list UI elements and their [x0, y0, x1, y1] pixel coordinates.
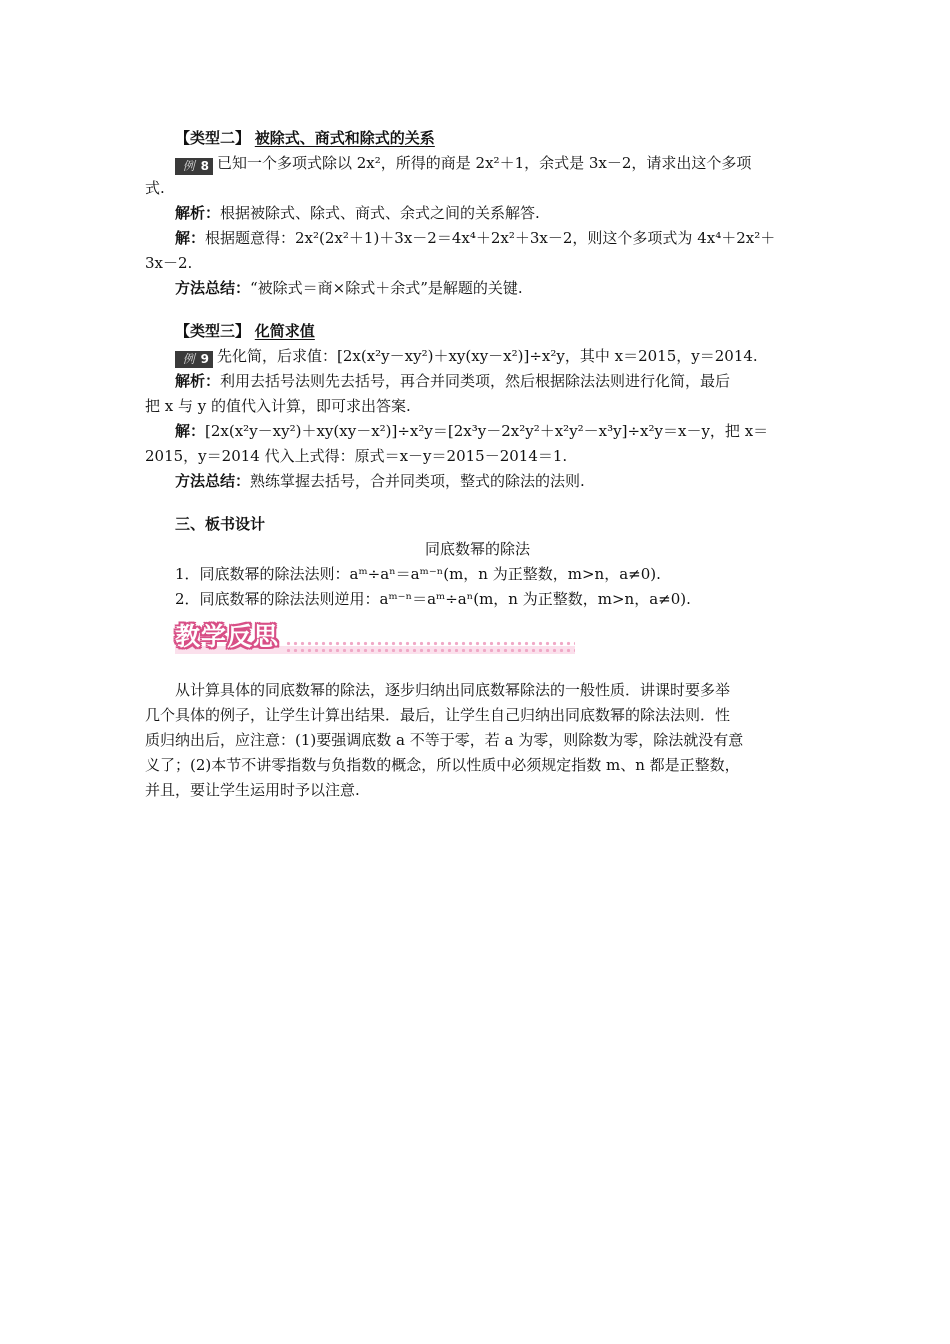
analysis-label: 解析：	[175, 372, 221, 390]
summary-label: 方法总结：	[175, 472, 251, 490]
reflection-line-5: 并且，要让学生运用时予以注意.	[145, 781, 360, 799]
type2-solution	[145, 226, 810, 251]
type3-heading	[145, 319, 810, 344]
reflection-line-3: 质归纳出后，应注意：(1)要强调底数 a 不等于零，若 a 为零，则除数为零，除法就没有意	[145, 731, 744, 749]
type3-analysis	[145, 369, 810, 394]
type3-question	[145, 344, 810, 369]
solution-label: 解：	[175, 422, 206, 440]
reflection-heading-banner	[175, 622, 595, 656]
solution-line1: [2x(x²y－xy²)＋xy(xy－x²)]÷x²y＝[2x³y－2x²y²＋x²y²－x³y]÷x²y＝x－y，把 x＝	[205, 422, 769, 440]
analysis-text: 根据被除式、除式、商式、余式之间的关系解答.	[220, 204, 540, 222]
type3-solution-line2: 2015，y＝2014 代入上式得：原式＝x－y＝2015－2014＝1.	[145, 447, 568, 465]
board-item-1: 1．同底数幂的除法法则：aᵐ÷aⁿ＝aᵐ⁻ⁿ(m，n 为正整数，m>n，a≠0).	[175, 565, 661, 583]
type2-question-line2: 式.	[145, 179, 165, 197]
reflection-heading: 教学反思	[175, 622, 280, 651]
type2-summary	[145, 276, 810, 301]
solution-label: 解：	[175, 229, 206, 247]
analysis-line1: 利用去括号法则先去括号，再合并同类项，然后根据除法法则进行化简，最后	[220, 372, 731, 390]
type2-heading	[145, 126, 810, 151]
heading-dots	[285, 640, 575, 652]
board-item-2: 2．同底数幂的除法法则逆用：aᵐ⁻ⁿ＝aᵐ÷aⁿ(m，n 为正整数，m>n，a≠0).	[175, 590, 691, 608]
type2-question-line1: 已知一个多项式除以 2x²，所得的商是 2x²＋1，余式是 3x－2，请求出这个多项	[217, 154, 752, 172]
type3-solution	[145, 419, 810, 444]
board-heading: 三、板书设计	[175, 515, 266, 533]
type2-bracket: 【类型二】	[175, 129, 251, 147]
summary-label: 方法总结：	[175, 279, 251, 297]
type2-solution-line2: 3x－2.	[145, 254, 193, 272]
type3-question-line1: 先化简，后求值：[2x(x²y－xy²)＋xy(xy－x²)]÷x²y，其中 x＝2015，y＝2014.	[217, 347, 758, 365]
board-title: 同底数幂的除法	[424, 540, 530, 558]
type3-title: 化简求值	[254, 322, 315, 340]
type3-bracket: 【类型三】	[175, 322, 251, 340]
type3-summary	[145, 469, 810, 494]
type2-title: 被除式、商式和除式的关系	[254, 129, 435, 147]
example-9-badge: 例 9	[175, 351, 213, 368]
document-page	[145, 126, 810, 803]
summary-text: “被除式＝商×除式＋余式”是解题的关键.	[250, 279, 523, 297]
solution-line1: 根据题意得：2x²(2x²＋1)＋3x－2＝4x⁴＋2x²＋3x－2，则这个多项式为 4x⁴＋2x²＋	[205, 229, 776, 247]
summary-text: 熟练掌握去括号，合并同类项，整式的除法的法则.	[250, 472, 585, 490]
reflection-line-2: 几个具体的例子，让学生计算出结果．最后，让学生自己归纳出同底数幂的除法法则．性	[145, 706, 731, 724]
analysis-label: 解析：	[175, 204, 221, 222]
type2-question	[145, 151, 810, 176]
reflection-line-1: 从计算具体的同底数幂的除法，逐步归纳出同底数幂除法的一般性质．讲课时要多举	[175, 681, 731, 699]
type3-analysis-line2: 把 x 与 y 的值代入计算，即可求出答案.	[145, 397, 411, 415]
reflection-line-4: 义了；(2)本节不讲零指数与负指数的概念，所以性质中必须规定指数 m、n 都是正整数，	[145, 756, 740, 774]
example-8-badge: 例 8	[175, 158, 213, 175]
type2-analysis	[145, 201, 810, 226]
